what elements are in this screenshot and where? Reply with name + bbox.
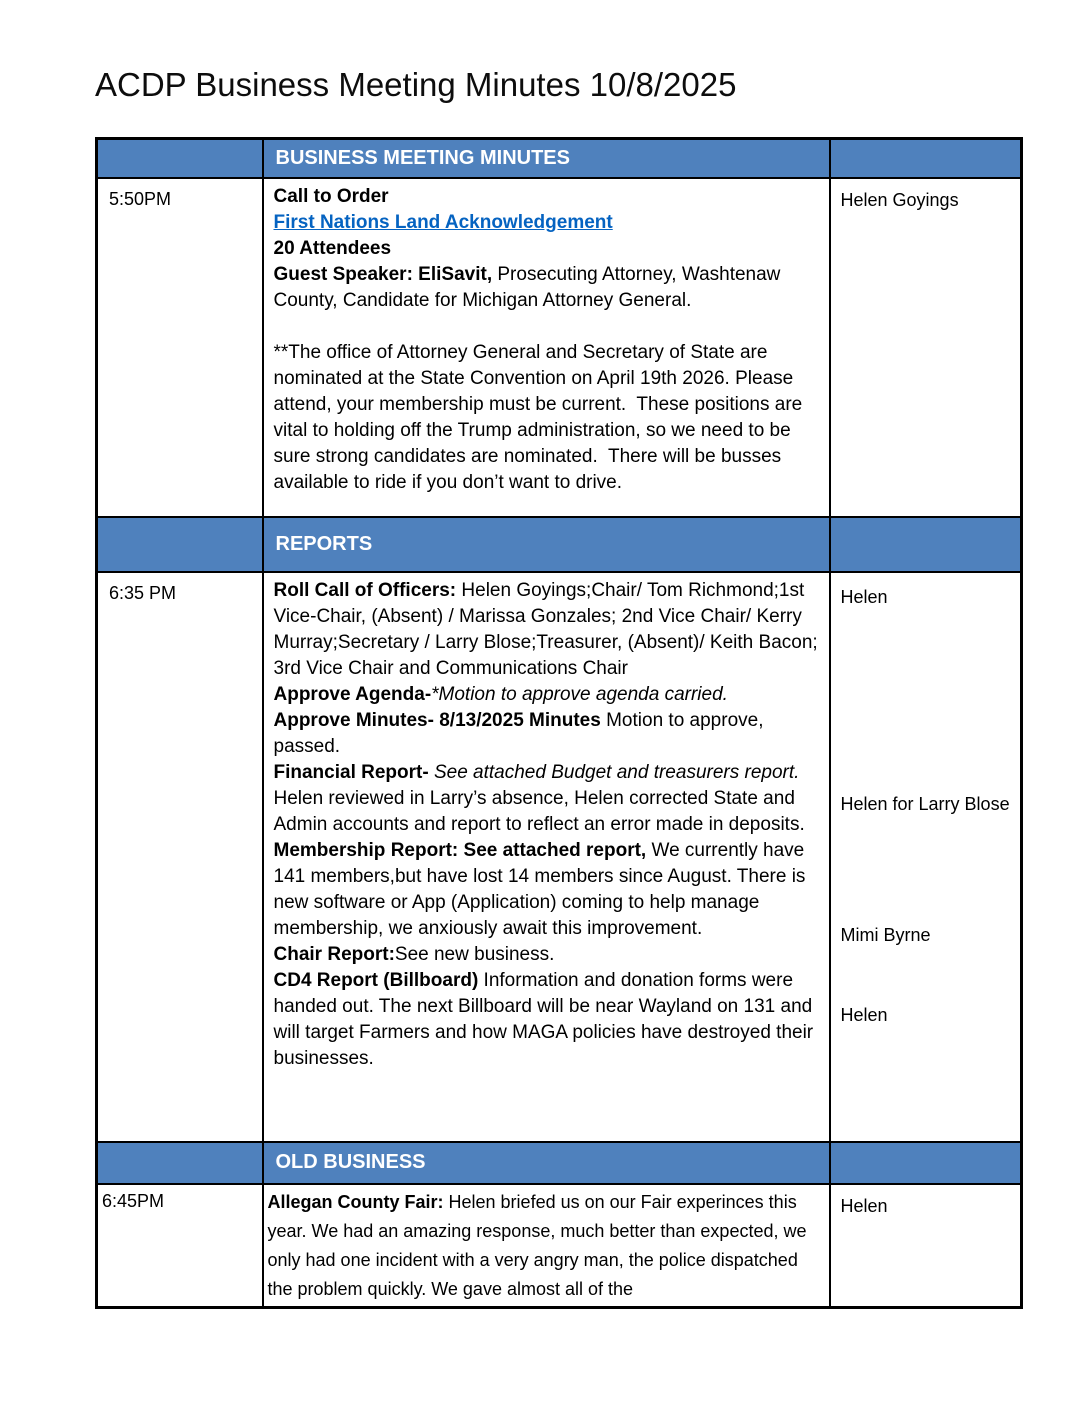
person-label: Helen xyxy=(840,1195,888,1216)
time-cell xyxy=(97,178,263,517)
approve-agenda-motion: *Motion to approve agenda carried. xyxy=(431,683,728,705)
time-label: 6:35 PM xyxy=(109,582,177,603)
band-time-cell xyxy=(97,1142,263,1184)
convention-note: **The office of Attorney General and Secretary of State are nominated at the State Convention on April 19th 2026. Please attend, your membership must be current. These positions are vital to holding off the Trump administration, so we need to be sure strong candidates are nominated. There will be busses available to ride if you don’t want to drive. xyxy=(273,341,808,493)
document-title: ACDP Business Meeting Minutes 10/8/2025 xyxy=(95,66,737,103)
minutes-table xyxy=(95,137,1023,1309)
band-business-meeting-minutes xyxy=(97,139,1022,178)
band-person-cell xyxy=(830,517,1022,572)
time-cell xyxy=(97,1184,263,1308)
person-cell xyxy=(830,1184,1022,1308)
roll-call-label: Roll Call of Officers: xyxy=(273,579,457,601)
guest-speaker-label: Guest Speaker: EliSavit, xyxy=(273,263,493,285)
roll-call-text: Helen Goyings;Chair/ Tom Richmond;1st Vice-Chair, (Absent) / Marissa Gonzales; 2nd Vice Chair/ Kerry Murray;Secretary / Larry Blose;Treasurer, (Absent)/ Keith Bacon; 3rd Vice Chair and Communications Chair xyxy=(273,579,823,679)
financial-report-label: Financial Report- xyxy=(273,761,429,783)
band-label-reports: REPORTS xyxy=(275,532,373,555)
band-label-cell xyxy=(263,517,830,572)
cd4-report-paragraph xyxy=(274,968,821,1072)
band-old-business xyxy=(97,1142,1022,1184)
chair-report-text: See new business. xyxy=(394,943,555,965)
chair-report-paragraph xyxy=(274,942,821,968)
person-stack xyxy=(831,573,1021,1139)
approve-minutes-label: Approve Minutes- 8/13/2025 Minutes xyxy=(273,709,601,731)
approve-agenda-label: Approve Agenda- xyxy=(273,683,432,705)
time-label: 6:45PM xyxy=(102,1190,165,1211)
band-label-minutes: BUSINESS MEETING MINUTES xyxy=(275,146,570,169)
county-fair-paragraph xyxy=(268,1188,827,1304)
membership-report-paragraph xyxy=(274,838,821,942)
roll-call-paragraph xyxy=(274,578,821,682)
financial-report-paragraph xyxy=(274,760,821,838)
approve-agenda-paragraph xyxy=(274,682,821,708)
membership-report-label: Membership Report: See attached report, xyxy=(273,839,647,861)
band-person-cell xyxy=(830,1142,1022,1184)
cd4-report-label: CD4 Report (Billboard) xyxy=(273,969,479,991)
row-call-to-order xyxy=(97,178,1022,517)
land-acknowledgement-line xyxy=(274,210,821,236)
row-old-business xyxy=(97,1184,1022,1308)
person-label: Mimi Byrne xyxy=(840,924,931,945)
county-fair-label: Allegan County Fair: xyxy=(267,1191,444,1212)
band-time-cell xyxy=(97,139,263,178)
approve-minutes-paragraph xyxy=(274,708,821,760)
guest-speaker-text: Prosecuting Attorney, Washtenaw County, Candidate for Michigan Attorney General. xyxy=(273,263,786,311)
person-label: Helen for Larry Blose xyxy=(840,793,1010,814)
first-nations-link[interactable]: First Nations Land Acknowledgement xyxy=(273,211,613,233)
membership-report-text: We currently have 141 members,but have lost 14 members since August. There is new software or App (Application) coming to help manage membership, we anxiously await this improvement. xyxy=(273,839,811,939)
body-cell xyxy=(263,1184,830,1308)
call-to-order-heading: Call to Order xyxy=(273,185,389,207)
body-cell xyxy=(263,572,830,1142)
body-cell xyxy=(263,178,830,517)
attendees-line: 20 Attendees xyxy=(273,237,392,259)
time-label: 5:50PM xyxy=(109,188,172,209)
financial-report-ref: See attached Budget and treasurers report. xyxy=(428,761,800,783)
person-label: Helen xyxy=(840,1004,888,1025)
time-cell xyxy=(97,572,263,1142)
band-reports xyxy=(97,517,1022,572)
cd4-report-text: Information and donation forms were handed out. The next Billboard will be near Wayland on 131 and will target Farmers and how MAGA policies have destroyed their businesses. xyxy=(273,969,819,1069)
band-label-cell xyxy=(263,139,830,178)
financial-report-text: Helen reviewed in Larry’s absence, Helen corrected State and Admin accounts and report to reflect an error made in deposits. xyxy=(273,761,810,835)
person-label: Helen xyxy=(840,586,888,607)
person-cell xyxy=(830,178,1022,517)
band-label-old-business: OLD BUSINESS xyxy=(275,1151,426,1173)
band-label-cell xyxy=(263,1142,830,1184)
chair-report-label: Chair Report: xyxy=(273,943,395,965)
guest-speaker-line xyxy=(274,262,821,314)
blank-line xyxy=(274,314,821,340)
person-label: Helen Goyings xyxy=(840,189,959,210)
row-reports xyxy=(97,572,1022,1142)
band-person-cell xyxy=(830,139,1022,178)
person-cell xyxy=(830,572,1022,1142)
county-fair-text: Helen briefed us on our Fair experinces this year. We had an amazing response, much better than expected, we only had one incident with a very angry man, the police dispatched the problem quickly. We gave almost all of the xyxy=(267,1191,812,1299)
band-time-cell xyxy=(97,517,263,572)
approve-minutes-text: Motion to approve, passed. xyxy=(273,709,769,757)
